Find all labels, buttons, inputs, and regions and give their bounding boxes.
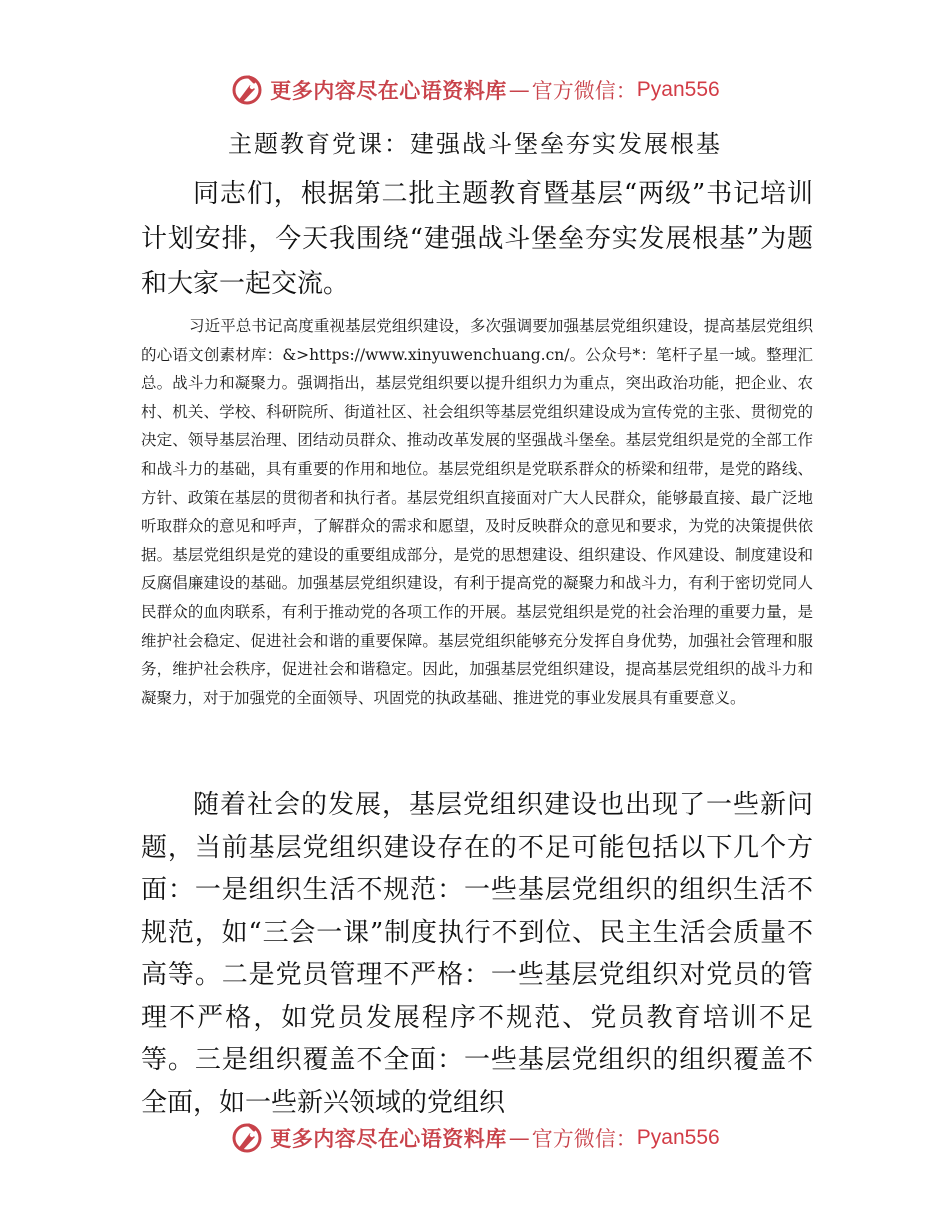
watermark-text: 更多内容尽在心语资料库 — [270, 1127, 507, 1151]
pen-nib-logo-icon — [230, 1121, 264, 1155]
body-paragraph: 习近平总书记高度重视基层党组织建设，多次强调要加强基层党组织建设，提高基层党组织的心语文创素材库：&>https://www.xinyuwenchuang.cn/。公众号*：笔杆子星一域。整理汇总。战斗力和凝聚力。强调指出，基层党组织要以提升组织力为重点，突出政治功能，把企业、农村、机关、学校、科研院所、街道社区、社会组织等基层党组织建设成为宣传党的主张、贯彻党的决定、领导基层治理、团结动员群众、推动改革发展的坚强战斗堡垒。基层党组织是党的全部工作和战斗力的基础，具有重要的作用和地位。基层党组织是党联系群众的桥梁和纽带，是党的路线、方针、政策在基层的贯彻者和执行者。基层党组织直接面对广大人民群众，能够最直接、最广泛地听取群众的意见和呼声，了解群众的需求和愿望，及时反映群众的意见和要求，为党的决策提供依据。基层党组织是党的建设的重要组成部分，是党的思想建设、组织建设、作风建设、制度建设和反腐倡廉建设的基础。加强基层党组织建设，有利于提高党的凝聚力和战斗力，有利于密切党同人民群众的血肉联系，有利于推动党的各项工作的开展。基层党组织是党的社会治理的重要力量，是维护社会稳定、促进社会和谐的重要保障。基层党组织能够充分发挥自身优势，加强社会管理和服务，维护社会秩序，促进社会和谐稳定。因此，加强基层党组织建设，提高基层党组织的战斗力和凝聚力，对于加强党的全面领导、巩固党的执政基础、推进党的事业发展具有重要意义。 — [141, 317, 813, 707]
watermark-wechat-label: 官方微信： — [531, 1127, 637, 1151]
watermark-text: 更多内容尽在心语资料库 — [270, 79, 507, 103]
pen-nib-logo-icon — [230, 73, 264, 107]
watermark-separator: — — [508, 78, 530, 102]
watermark-separator: — — [508, 1126, 530, 1150]
watermark-wechat-id: Pyan556 — [636, 78, 720, 101]
watermark-wechat-label: 官方微信： — [531, 79, 637, 103]
watermark-wechat-id: Pyan556 — [636, 1126, 720, 1149]
watermark-banner-top — [0, 70, 950, 110]
document-title: 主题教育党课：建强战斗堡垒夯实发展根基 — [228, 130, 722, 158]
lead-paragraph: 同志们，根据第二批主题教育暨基层“两级”书记培训计划安排，今天我围绕“建强战斗堡垒夯实发展根基”为题和大家一起交流。 — [141, 179, 813, 299]
second-paragraph: 随着社会的发展，基层党组织建设也出现了一些新问题，当前基层党组织建设存在的不足可能包括以下几个方面：一是组织生活不规范：一些基层党组织的组织生活不规范，如“三会一课”制度执行不到位、民主生活会质量不高等。二是党员管理不严格：一些基层党组织对党员的管理不严格，如党员发展程序不规范、党员教育培训不足等。三是组织覆盖不全面：一些基层党组织的组织覆盖不全面，如一些新兴领域的党组织 — [141, 790, 813, 1118]
watermark-banner-bottom — [0, 1118, 950, 1158]
